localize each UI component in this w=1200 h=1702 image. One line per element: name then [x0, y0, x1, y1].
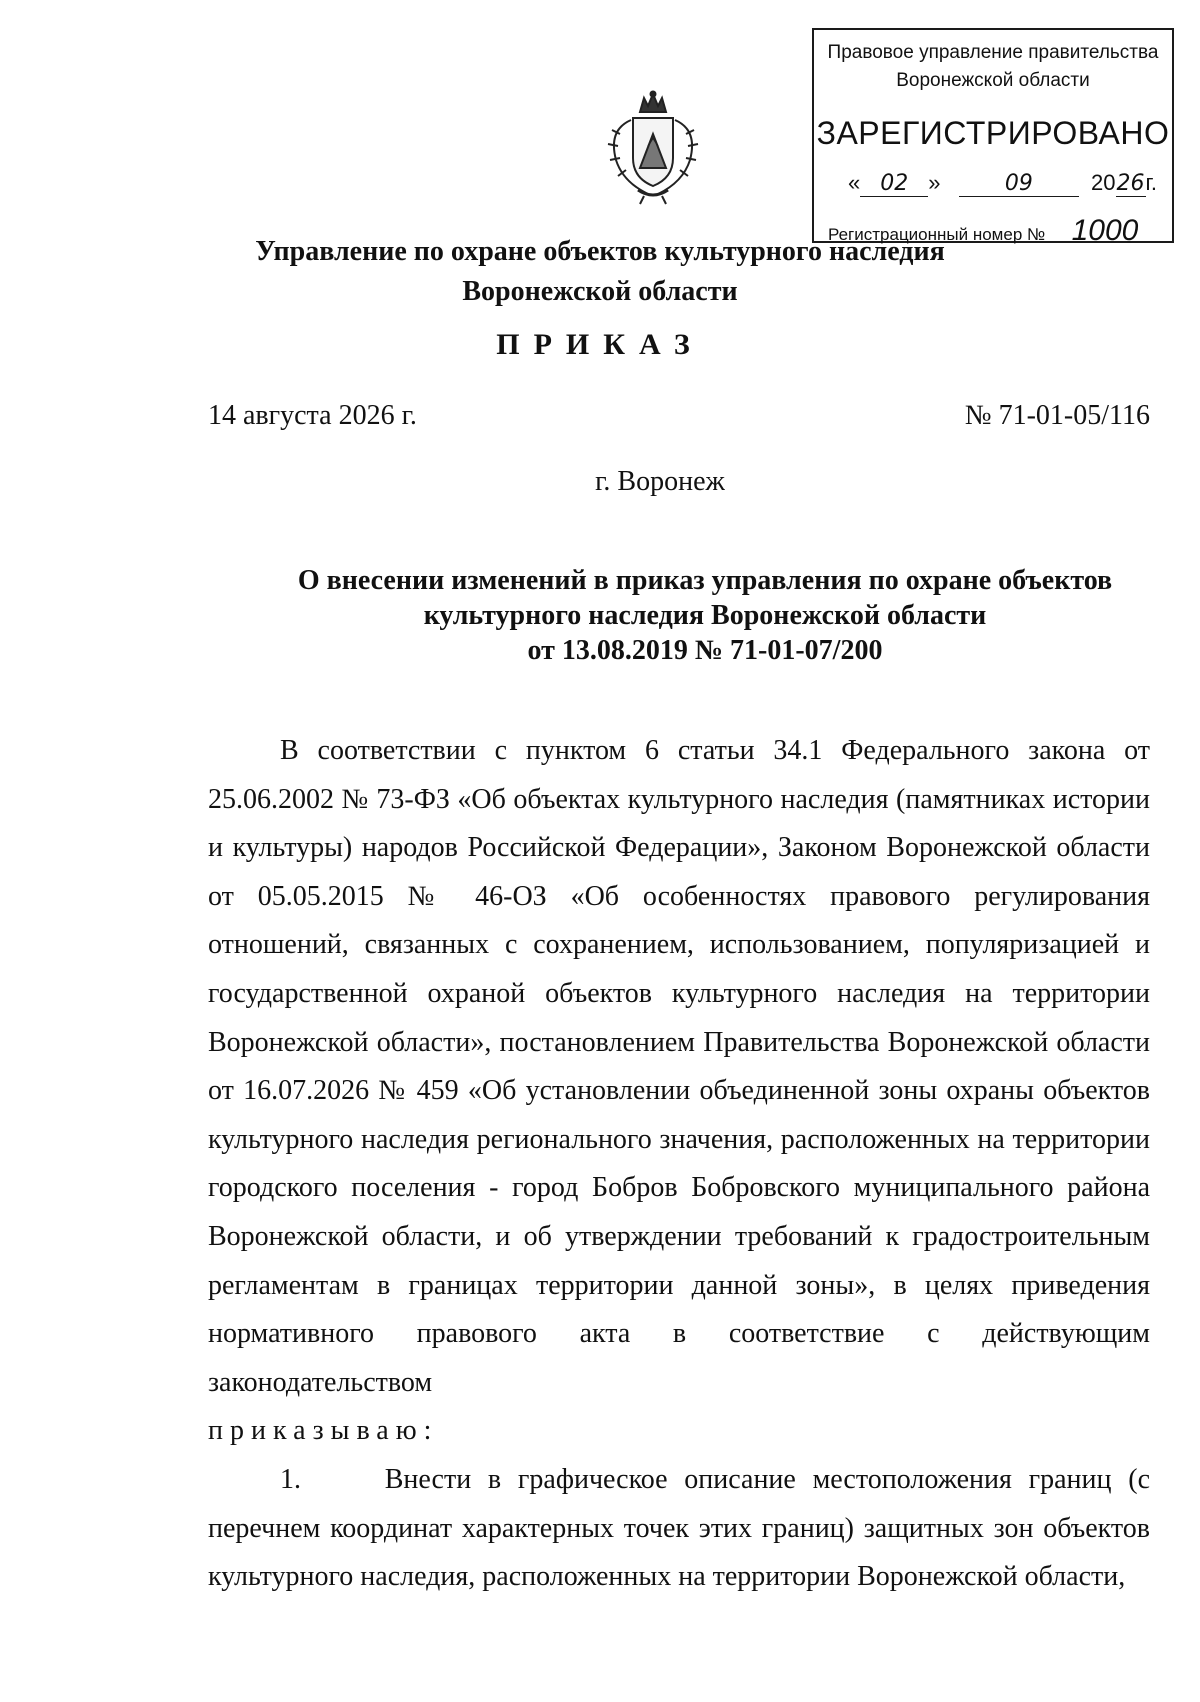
- organization-line-1: Управление по охране объектов культурного наследия: [255, 236, 945, 267]
- preamble-paragraph: В соответствии с пунктом 6 статьи 34.1 Федерального закона от 25.06.2002 № 73-ФЗ «Об объектах культурного наследия (памятниках истории и культуры) народов Российской Федерации», Законом Воронежской области от 05.05.2015 № 46-ОЗ «Об особенностях правового регулирования отношений, связанных с сохранением, использованием, популяризацией и государственной охраной объектов культурного наследия на территории Воронежской области», постановлением Правительства Воронежской области от 16.07.2026 № 459 «Об установлении объединенной зоны охраны объектов культурного наследия регионального значения, расположенных на территории городского поселения - город Бобров Бобровского муниципального района Воронежской области, и об утверждении требований к градостроительным регламентам в границах территории данной зоны», в целях приведения нормативного правового акта в соответствие с действующим законодательством: [208, 735, 1150, 1398]
- order-word: приказываю:: [208, 1415, 439, 1447]
- stamp-line-1: Правовое управление правительства: [827, 42, 1159, 63]
- stamp-number-label: Регистрационный номер №: [828, 225, 1046, 244]
- document-city: г. Воронеж: [595, 466, 725, 497]
- document-number: № 71-01-05/116: [964, 400, 1150, 431]
- order-item-1: 1. Внести в графическое описание местоположения границ (с перечнем координат характерных точек этих границ) защитных зон объектов культурного наследия, расположенных на территории Воронежской области,: [208, 1463, 1157, 1593]
- coat-of-arms-emblem: [598, 90, 708, 205]
- document-date: 14 августа 2026 г.: [208, 400, 417, 431]
- document-subject: [240, 563, 1170, 668]
- document-body: [208, 727, 1157, 1602]
- document-type: ПРИКАЗ: [496, 328, 704, 361]
- stamp-reg-number: 1000: [1050, 220, 1160, 242]
- subject-line-2: культурного наследия Воронежской области: [423, 600, 987, 631]
- subject-line-3: от 13.08.2019 № 71-01-07/200: [527, 635, 883, 666]
- stamp-day: 02: [860, 171, 928, 197]
- stamp-line-2: Воронежской области: [896, 70, 1090, 91]
- stamp-month: 09: [959, 171, 1079, 197]
- registration-stamp: [812, 28, 1174, 247]
- stamp-date-line: « 02 » 09 2026г.: [848, 170, 1157, 196]
- stamp-year: 26: [1116, 171, 1145, 196]
- organization-name: [160, 232, 1040, 312]
- stamp-registered-label: ЗАРЕГИСТРИРОВАНО: [816, 115, 1170, 151]
- organization-line-2: Воронежской области: [462, 276, 738, 307]
- subject-line-1: О внесении изменений в приказ управления по охране объектов: [297, 565, 1113, 596]
